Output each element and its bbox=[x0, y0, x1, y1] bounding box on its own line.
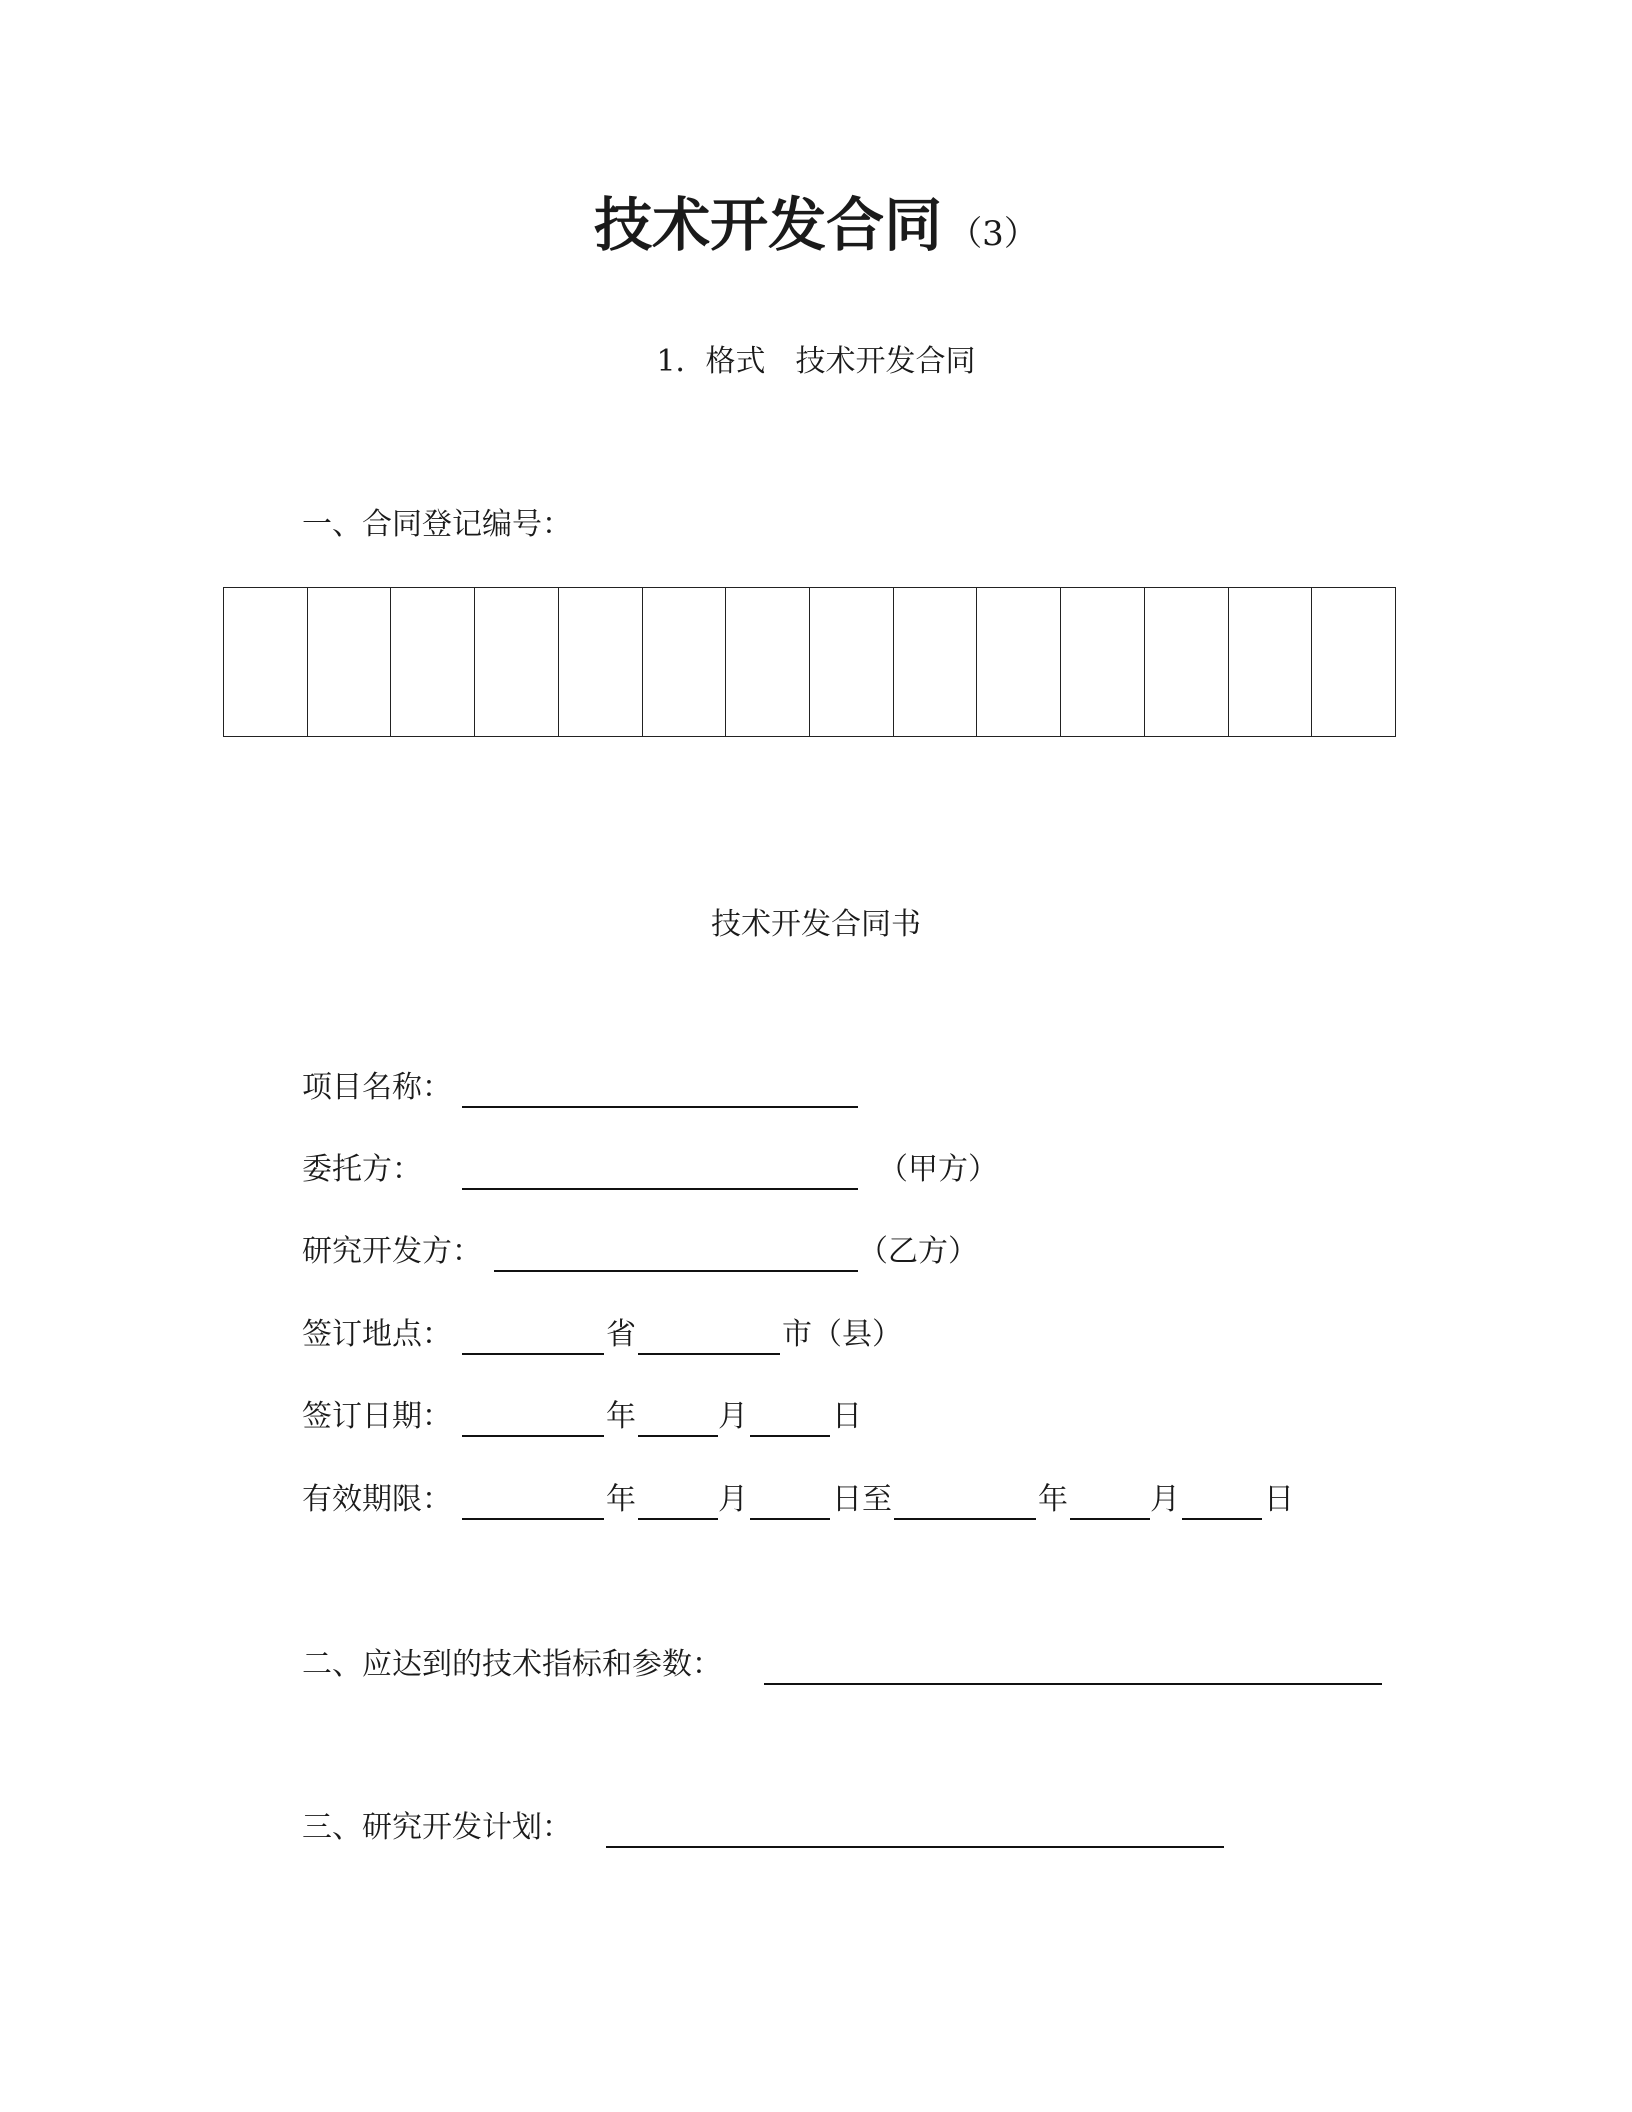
sign-year-label: 年 bbox=[606, 1399, 636, 1434]
registration-heading: 一、合同登记编号： bbox=[302, 507, 572, 542]
plan-heading: 三、研究开发计划： bbox=[302, 1810, 572, 1845]
registration-digit-box[interactable] bbox=[308, 587, 392, 737]
sign-day-label: 日 bbox=[832, 1399, 862, 1434]
developer-label: 研究开发方： bbox=[302, 1234, 482, 1269]
sign-year-blank[interactable] bbox=[462, 1435, 604, 1437]
registration-digit-box[interactable] bbox=[1312, 587, 1396, 737]
document-title bbox=[0, 185, 1632, 274]
province-blank[interactable] bbox=[462, 1353, 604, 1355]
validity-end-day-label: 日 bbox=[1264, 1482, 1294, 1517]
validity-label: 有效期限： bbox=[302, 1482, 452, 1517]
validity-end-year-label: 年 bbox=[1038, 1482, 1068, 1517]
validity-end-day-blank[interactable] bbox=[1182, 1518, 1262, 1520]
sign-location-label: 签订地点： bbox=[302, 1317, 452, 1352]
registration-digit-box[interactable] bbox=[643, 587, 727, 737]
validity-start-year-blank[interactable] bbox=[462, 1518, 604, 1520]
validity-end-year-blank[interactable] bbox=[894, 1518, 1036, 1520]
project-name-label: 项目名称： bbox=[302, 1070, 452, 1105]
sign-day-blank[interactable] bbox=[750, 1435, 830, 1437]
registration-digit-box[interactable] bbox=[1229, 587, 1313, 737]
developer-blank[interactable] bbox=[494, 1270, 858, 1272]
client-suffix: （甲方） bbox=[878, 1152, 998, 1187]
client-blank[interactable] bbox=[462, 1188, 858, 1190]
validity-day-to-label: 日至 bbox=[832, 1482, 892, 1517]
sign-month-blank[interactable] bbox=[638, 1435, 718, 1437]
validity-start-month-blank[interactable] bbox=[638, 1518, 718, 1520]
registration-digit-box[interactable] bbox=[391, 587, 475, 737]
registration-digit-box[interactable] bbox=[475, 587, 559, 737]
registration-digit-box[interactable] bbox=[559, 587, 643, 737]
validity-end-month-blank[interactable] bbox=[1070, 1518, 1150, 1520]
validity-start-year-label: 年 bbox=[606, 1482, 636, 1517]
document-title-suffix: （3） bbox=[948, 214, 1038, 254]
document-title-text: 技术开发合同 bbox=[594, 191, 943, 259]
sign-date-label: 签订日期： bbox=[302, 1399, 452, 1434]
client-label: 委托方： bbox=[302, 1152, 422, 1187]
province-label: 省 bbox=[606, 1317, 636, 1352]
validity-start-month-label: 月 bbox=[718, 1482, 748, 1517]
registration-digit-box[interactable] bbox=[810, 587, 894, 737]
plan-blank[interactable] bbox=[606, 1846, 1224, 1848]
indicators-heading: 二、应达到的技术指标和参数： bbox=[302, 1647, 722, 1682]
registration-digit-box[interactable] bbox=[1145, 587, 1229, 737]
registration-digit-box[interactable] bbox=[1061, 587, 1145, 737]
contract-book-title: 技术开发合同书 bbox=[711, 907, 921, 942]
registration-number-boxes bbox=[223, 587, 1396, 737]
sign-month-label: 月 bbox=[718, 1399, 748, 1434]
registration-digit-box[interactable] bbox=[224, 587, 308, 737]
city-blank[interactable] bbox=[638, 1353, 780, 1355]
registration-digit-box[interactable] bbox=[894, 587, 978, 737]
document-subtitle: 1．格式 技术开发合同 bbox=[656, 344, 976, 379]
registration-digit-box[interactable] bbox=[977, 587, 1061, 737]
indicators-blank[interactable] bbox=[764, 1683, 1382, 1685]
registration-digit-box[interactable] bbox=[726, 587, 810, 737]
validity-start-day-blank[interactable] bbox=[750, 1518, 830, 1520]
validity-end-month-label: 月 bbox=[1150, 1482, 1180, 1517]
project-name-blank[interactable] bbox=[462, 1106, 858, 1108]
city-label: 市（县） bbox=[782, 1317, 902, 1352]
developer-suffix: （乙方） bbox=[858, 1234, 978, 1269]
